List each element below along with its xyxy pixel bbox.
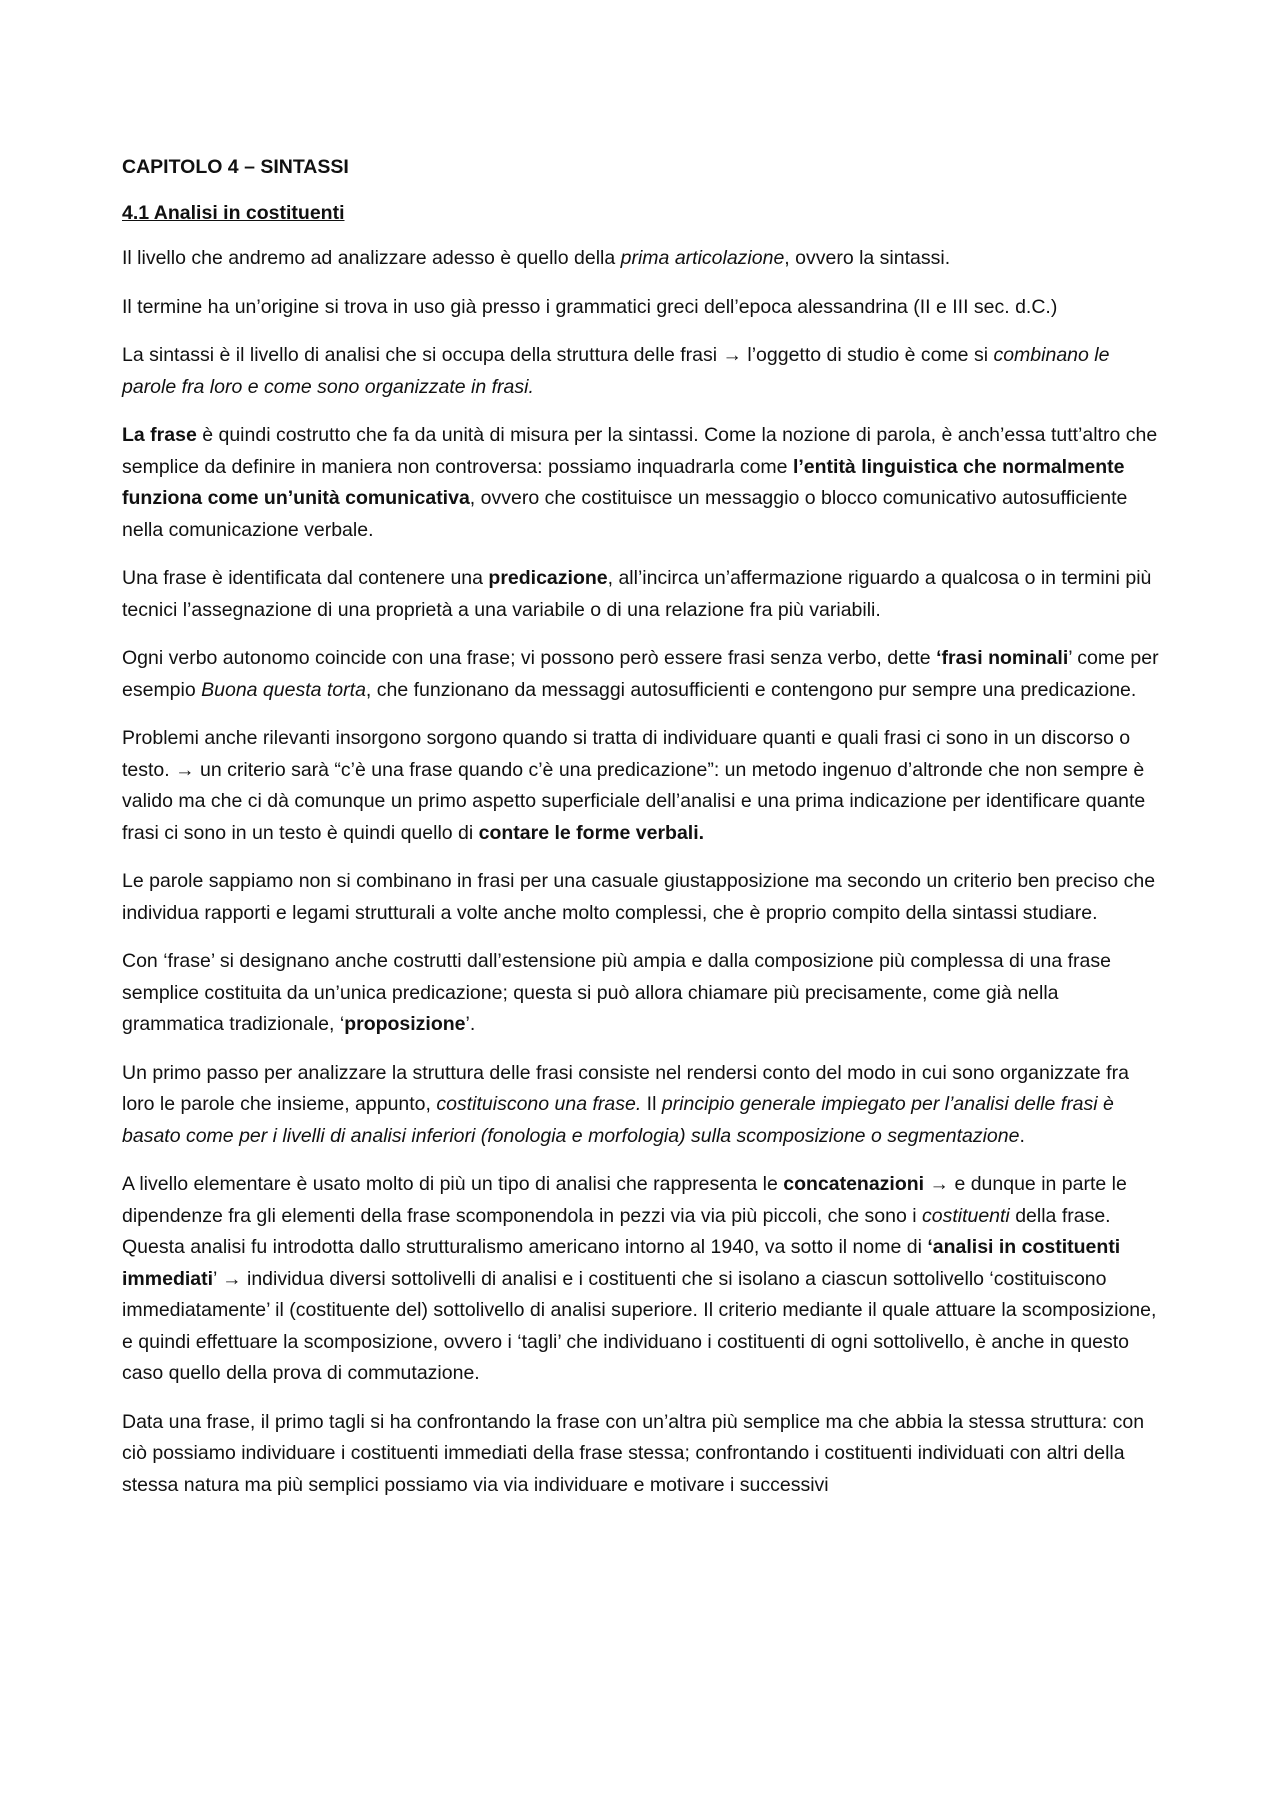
paragraph-10	[122, 1058, 1162, 1153]
text-run: Una frase è identificata dal contenere una	[122, 567, 489, 589]
text-run: Un primo passo per analizzare la struttura delle frasi consiste nel rendersi conto del modo in cui sono organizzate fra loro le parole che insieme, appunto,	[122, 1061, 1129, 1115]
text-run: Ogni verbo autonomo coincide con una frase; vi possono però essere frasi senza verbo, dette	[122, 647, 937, 669]
paragraph-9	[122, 946, 1162, 1041]
section-title: 4.1 Analisi in costituenti	[122, 201, 345, 224]
chapter-title: CAPITOLO 4 – SINTASSI	[122, 156, 349, 178]
text-run: della frase. Questa analisi fu introdotta dallo strutturalismo americano intorno al 1940, va sotto il nome di	[122, 1204, 1111, 1258]
text-run: Problemi anche rilevanti insorgono sorgono quando si tratta di individuare quanti e quali frasi ci sono in un discorso o testo.	[122, 727, 1131, 781]
text-run: Con ‘frase’ si designano anche costrutti dall’estensione più ampia e dalla composizione più complessa di una frase semplice costituita da un’unica predicazione; questa si può allora chiamare più precisamente, come già nella grammatica tradizionale, ‘	[122, 950, 1111, 1035]
paragraph-1	[122, 243, 1162, 275]
text-run: , ovvero che costituisce un messaggio o blocco comunicativo autosufficiente nella comunicazione verbale.	[122, 487, 1128, 541]
text-run: un criterio sarà “c’è una frase quando c’è una predicazione”: un metodo ingenuo d’altronde che non sempre è valido ma che ci dà comunque un primo aspetto superficiale dell’analisi e una prima indicazione per identificare quante frasi ci sono in un testo è quindi quello di	[122, 758, 1146, 844]
bold-term: ‘analisi in costituenti immediati	[122, 1236, 1121, 1290]
bold-term: ‘frasi nominali	[936, 647, 1069, 669]
arrow-right-icon: →	[722, 344, 742, 366]
document-page	[122, 152, 1162, 1518]
paragraph-8: Le parole sappiamo non si combinano in frasi per una casuale giustapposizione ma secondo un criterio ben preciso che individua rapporti e legami strutturali a volte anche molto complessi, che è proprio compito della sintassi studiare.	[122, 870, 1156, 924]
text-run: Il livello che andremo ad analizzare adesso è quello della	[122, 247, 621, 269]
text-run: A livello elementare è usato molto di più un tipo di analisi che rappresenta le	[122, 1173, 784, 1195]
bold-definition: l’entità linguistica che normalmente funziona come un’unità comunicativa	[122, 455, 1125, 509]
paragraph-11	[122, 1169, 1162, 1390]
arrow-right-icon: →	[924, 1173, 950, 1195]
text-run: .	[1019, 1124, 1025, 1147]
italic-principle: principio generale impiegato per l’analisi delle frasi è basato come per i livelli di analisi inferiori (fonologia e morfologia) sulla scomposizione o segmentazione	[122, 1093, 1114, 1147]
bold-phrase: contare le forme verbali.	[478, 821, 705, 844]
text-run: , che funzionano da messaggi autosufficienti e contengono pur sempre una predicazione.	[365, 678, 1137, 701]
bold-term: concatenazioni	[783, 1173, 925, 1195]
text-run: l’oggetto di studio è come si	[741, 344, 994, 366]
text-run: è quindi costrutto che fa da unità di misura per la sintassi. Come la nozione di parola, è anch’essa tutt’altro che semplice da definire in maniera non controversa: possiamo inquadrarla come	[122, 424, 1158, 478]
italic-phrase: combinano le parole fra loro e come sono organizzate in frasi.	[122, 344, 1110, 398]
arrow-right-icon: →	[222, 1267, 242, 1290]
bold-term: La frase	[122, 424, 197, 446]
text-run: Il	[641, 1093, 662, 1115]
paragraph-3	[122, 340, 1162, 403]
paragraph-12: Data una frase, il primo tagli si ha confrontando la frase con un’altra più semplice ma che abbia la stessa struttura: con ciò possiamo individuare i costituenti immediati della frase stessa; confrontando i costituenti individuati con altri della stessa natura ma più semplici possiamo via via individuare e motivare i successivi	[122, 1410, 1145, 1496]
text-run: La sintassi è il livello di analisi che si occupa della struttura delle frasi	[122, 344, 723, 366]
italic-phrase: costituiscono una frase.	[436, 1093, 642, 1115]
text-run: , all’incirca un’affermazione riguardo a qualcosa o in termini più tecnici l’assegnazione di una proprietà a una variabile o di una relazione fra più variabili.	[122, 567, 1152, 621]
bold-term: predicazione	[488, 567, 608, 589]
text-run: ’	[213, 1267, 223, 1290]
text-run: ’.	[465, 1013, 476, 1035]
arrow-right-icon: →	[175, 758, 195, 781]
bold-term: proposizione	[344, 1013, 466, 1035]
text-run: individua diversi sottolivelli di analisi e i costituenti che si isolano a ciascun sottolivello ‘costituiscono immediatamente’ il (costituente del) sottolivello di analisi superiore. Il criterio mediante il quale attuare la scomposizione, e quindi effettuare la scomposizione, ovvero i ‘tagli’ che individuano i costituenti di ogni sottolivello, è anche in questo caso quello della prova di commutazione.	[122, 1267, 1157, 1384]
italic-example: Buona questa torta	[201, 678, 366, 701]
paragraph-5	[122, 563, 1162, 626]
paragraph-7	[122, 723, 1162, 849]
paragraph-6	[122, 643, 1162, 706]
italic-term: costituenti	[921, 1204, 1010, 1227]
text-run: ’ come per esempio	[122, 647, 1159, 701]
text-run: , ovvero la sintassi.	[784, 247, 951, 269]
italic-term: prima articolazione	[620, 247, 785, 269]
paragraph-4	[122, 420, 1162, 546]
paragraph-2: Il termine ha un’origine si trova in uso già presso i grammatici greci dell’epoca alessandrina (II e III sec. d.C.)	[122, 295, 1058, 318]
text-run: e dunque in parte le dipendenze fra gli elementi della frase scomponendola in pezzi via via più piccoli, che sono i	[122, 1173, 1127, 1227]
